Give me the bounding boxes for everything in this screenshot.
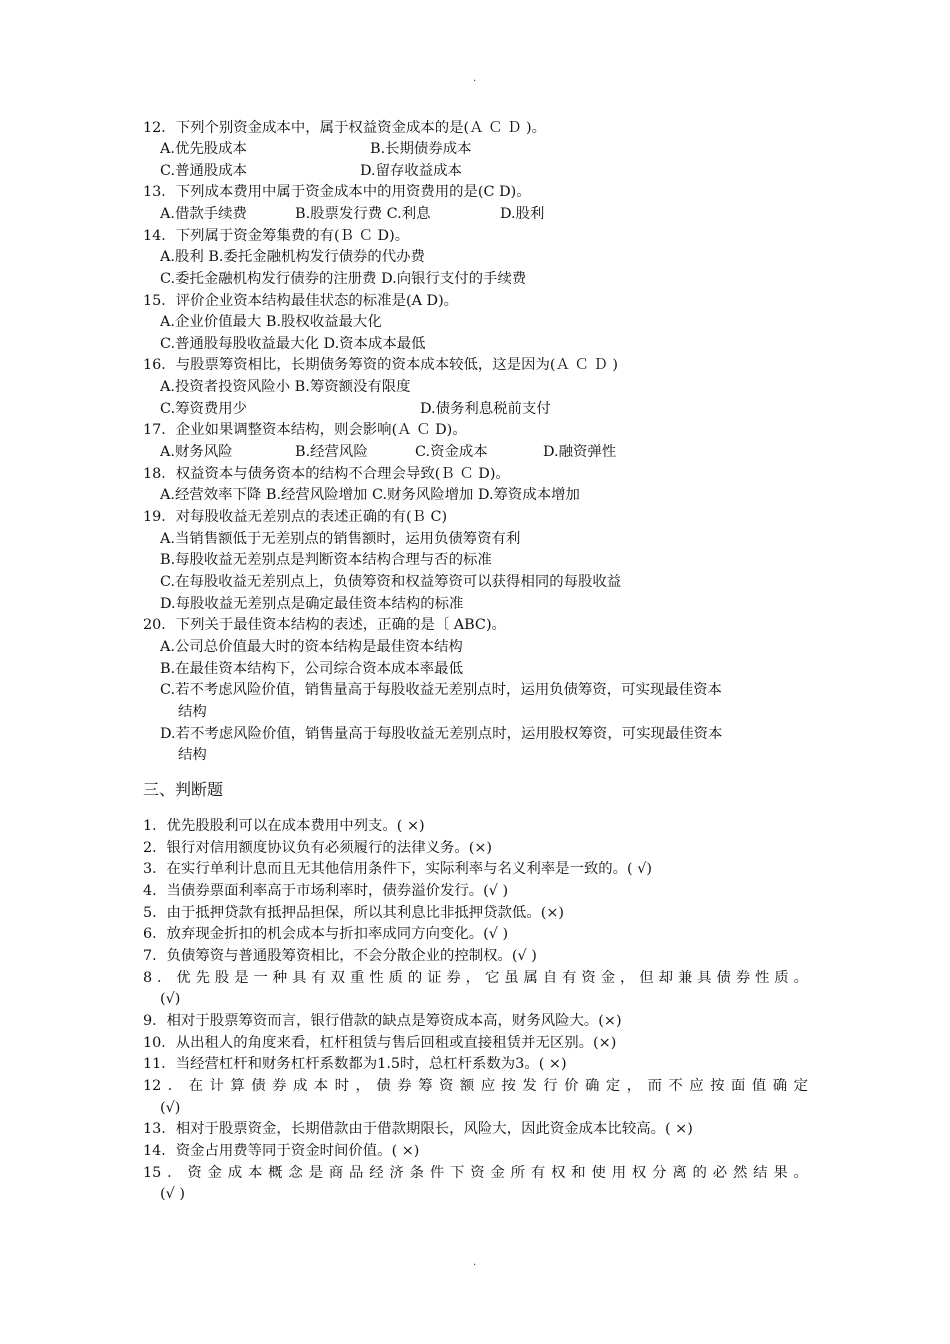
option-text: B.股票发行费 C.利息 — [295, 206, 431, 222]
judgement-item-9: 9．相对于股票筹资而言，银行借款的缺点是筹资成本高，财务风险大。(×) — [143, 1013, 622, 1029]
question-15-stem: 15．评价企业资本结构最佳状态的标准是(A D)。 — [143, 293, 459, 309]
judgement-item-6: 6．放弃现金折扣的机会成本与折扣率成同方向变化。(√ ) — [143, 926, 509, 942]
judgement-item-8: 8．优先股是一种具有双重性质的证券，它虽属自有资金，但却兼具债券性质。 — [143, 970, 808, 986]
option-text: B.长期债券成本 — [370, 141, 472, 157]
judgement-item-15: 15．资金成本概念是商品经济条件下资金所有权和使用权分离的必然结果。 — [143, 1165, 808, 1181]
option-text: A.财务风险 — [160, 444, 233, 460]
option-text: C.普通股成本 — [160, 163, 248, 179]
option-text: C.资金成本 — [415, 444, 488, 460]
question-20-option-d: D.若不考虑风险价值，销售量高于每股收益无差别点时，运用股权筹资，可实现最佳资本 — [160, 726, 723, 742]
judgement-item-7: 7．负债筹资与普通股筹资相比，不会分散企业的控制权。(√ ) — [143, 948, 537, 964]
judgement-item-12-answer: (√) — [160, 1100, 181, 1116]
judgement-item-2: 2．银行对信用额度协议负有必须履行的法律义务。(×) — [143, 840, 493, 856]
question-15-options-line-2: C.普通股每股收益最大化 D.资本成本最低 — [160, 336, 426, 352]
judgement-item-12: 12．在计算债券成本时，债券筹资额应按发行价确定，而不应按面值确定 — [143, 1078, 808, 1094]
option-text: D.融资弹性 — [543, 444, 617, 460]
option-text: D.留存收益成本 — [360, 163, 462, 179]
option-text: D.债务利息税前支付 — [420, 401, 551, 417]
option-text: A.借款手续费 — [160, 206, 247, 222]
judgement-item-5: 5．由于抵押贷款有抵押品担保，所以其利息比非抵押贷款低。(×) — [143, 905, 564, 921]
question-18-stem: 18．权益资本与债务资本的结构不合理会导致(Ｂ Ｃ D)。 — [143, 466, 510, 482]
question-20-option-d-continuation: 结构 — [178, 747, 207, 763]
question-20-option-c: C.若不考虑风险价值，销售量高于每股收益无差别点时，运用负债筹资，可实现最佳资本 — [160, 682, 722, 698]
question-19-option-d: D.每股收益无差别点是确定最佳资本结构的标准 — [160, 596, 464, 612]
question-16-options-line-1: A.投资者投资风险小 B.筹资额没有限度 — [160, 379, 411, 395]
judgement-item-14: 14．资金占用费等同于资金时间价值。( ×) — [143, 1143, 420, 1159]
question-14-options-line-1: A.股利 B.委托金融机构发行债券的代办费 — [160, 249, 425, 265]
judgement-item-13: 13．相对于股票资金，长期借款由于借款期限长，风险大，因此资金成本比较高。( ×) — [143, 1121, 693, 1137]
question-17-stem: 17．企业如果调整资本结构，则会影响(Ａ Ｃ D)。 — [143, 422, 467, 438]
judgement-item-11: 11．当经营杠杆和财务杠杆系数都为1.5时，总杠杆系数为3。( ×) — [143, 1056, 567, 1072]
page-footer-mark: . — [473, 1257, 477, 1268]
judgement-item-3: 3．在实行单利计息而且无其他信用条件下，实际利率与名义利率是一致的。( √) — [143, 861, 653, 877]
question-19-stem: 19．对每股收益无差别点的表述正确的有(Ｂ C) — [143, 509, 448, 525]
question-18-options-line-1: A.经营效率下降 B.经营风险增加 C.财务风险增加 D.筹资成本增加 — [160, 487, 580, 503]
question-20-option-c-continuation: 结构 — [178, 704, 207, 720]
judgement-item-10: 10．从出租人的角度来看，杠杆租赁与售后回租或直接租赁并无区别。(×) — [143, 1035, 617, 1051]
question-14-options-line-2: C.委托金融机构发行债券的注册费 D.向银行支付的手续费 — [160, 271, 527, 287]
judgement-item-1: 1．优先股股利可以在成本费用中列支。( ×) — [143, 818, 425, 834]
option-text: B.经营风险 — [295, 444, 368, 460]
question-20-option-a: A.公司总价值最大时的资本结构是最佳资本结构 — [160, 639, 463, 655]
option-text: C.筹资费用少 — [160, 401, 248, 417]
question-16-stem: 16．与股票筹资相比，长期债务筹资的资本成本较低，这是因为(Ａ Ｃ Ｄ ) — [143, 357, 618, 373]
question-12-stem: 12．下列个别资金成本中，属于权益资金成本的是(Ａ Ｃ Ｄ )。 — [143, 120, 547, 136]
question-13-stem: 13．下列成本费用中属于资金成本中的用资费用的是(C D)。 — [143, 184, 531, 200]
judgement-item-8-answer: (√) — [160, 991, 181, 1007]
question-20-option-b: B.在最佳资本结构下，公司综合资本成本率最低 — [160, 661, 463, 677]
question-14-stem: 14．下列属于资金筹集费的有(Ｂ Ｃ D)。 — [143, 228, 410, 244]
judgement-item-15-answer: (√ ) — [160, 1186, 185, 1202]
section-heading-judgement: 三、判断题 — [143, 780, 224, 799]
question-19-option-a: A.当销售额低于无差别点的销售额时，运用负债筹资有利 — [160, 531, 521, 547]
question-20-stem: 20．下列关于最佳资本结构的表述，正确的是〔 ABC)。 — [143, 617, 506, 633]
option-text: D.股利 — [500, 206, 545, 222]
judgement-item-4: 4．当债券票面利率高于市场利率时，债券溢价发行。(√ ) — [143, 883, 509, 899]
question-19-option-b: B.每股收益无差别点是判断资本结构合理与否的标准 — [160, 552, 492, 568]
page-header-mark: . — [473, 73, 477, 84]
question-15-options-line-1: A.企业价值最大 B.股权收益最大化 — [160, 314, 382, 330]
option-text: A.优先股成本 — [160, 141, 247, 157]
question-19-option-c: C.在每股收益无差别点上，负债筹资和权益筹资可以获得相同的每股收益 — [160, 574, 622, 590]
